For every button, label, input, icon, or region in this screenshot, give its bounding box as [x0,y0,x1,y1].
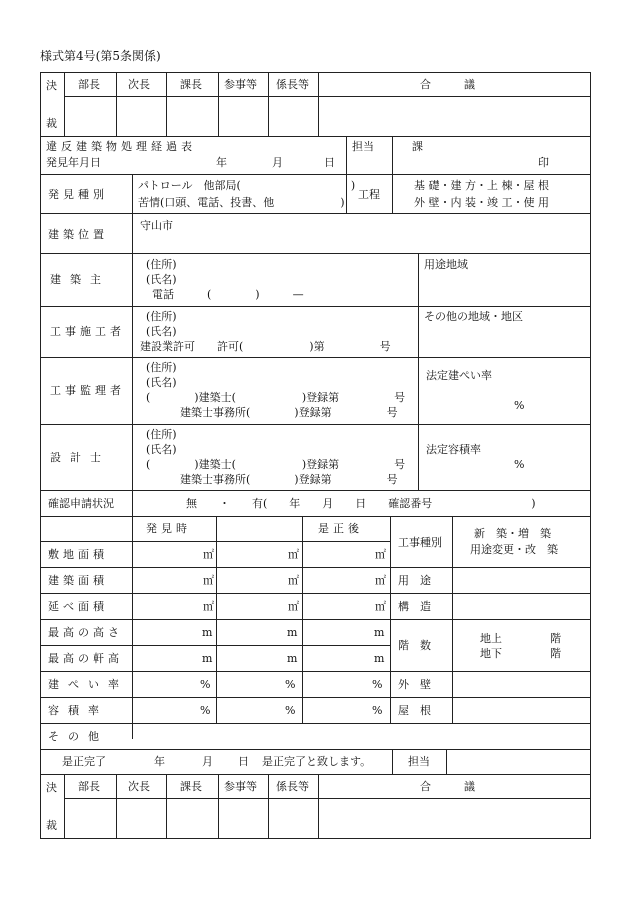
seal-label: 印 [538,156,549,169]
rule [40,671,590,672]
discovery-line2: 苦情(口頭、電話、投書、他 ) [138,196,345,209]
completion-statement: 是正完了と致します。 [262,755,372,768]
role-bucho: 部長 [78,78,100,91]
rule [40,424,590,425]
rule [40,357,590,358]
confirmation-label: 確認申請状況 [48,497,114,510]
rule [64,774,65,838]
decision-label: 決 [46,781,57,794]
supervisor-address: (住所) [146,361,177,374]
found-date-label: 発見年月日 [46,156,101,169]
unit: ㎡ [375,574,386,587]
rule [40,567,590,568]
rule [40,490,590,491]
rule [40,213,590,214]
floor-unit: 階 [550,632,561,645]
floors-above: 地上 [480,632,502,645]
completion-tanto: 担当 [408,755,430,768]
unit: ㎡ [203,574,214,587]
decision-label: 裁 [46,819,57,832]
role-kacho: 課長 [180,780,202,793]
rule [268,774,269,838]
supervisor-name: (氏名) [146,376,177,389]
contractor-name: (氏名) [146,325,177,338]
owner-address: (住所) [146,258,177,271]
col-corrected: 是正後 [318,522,363,535]
row-label-max-height: 最高の高さ [48,626,123,639]
rule [390,516,391,723]
far-percent: % [514,458,525,471]
year-label: 年 [216,156,227,169]
rule [268,72,269,136]
row-label-site-area: 敷地面積 [48,548,108,561]
rule [318,774,319,838]
location-label: 建築位置 [48,228,108,241]
row-label-bcr: 建ぺい率 [48,678,128,691]
rule [40,774,590,775]
decision-label: 裁 [46,117,57,130]
unit: ㎡ [375,548,386,561]
row-label-floor-area: 延べ面積 [48,600,108,613]
rule [40,697,590,698]
rule [218,72,219,136]
rule [346,136,347,174]
contractor-label: 工事施工者 [50,325,125,338]
sheet-title: 違反建築物処理経過表 [46,140,196,153]
rule [40,516,590,517]
designer-label: 設計士 [50,451,110,464]
process-label: 工程 [358,188,380,201]
unit: ㎡ [288,600,299,613]
owner-name: (氏名) [146,273,177,286]
row-label-building-area: 建築面積 [48,574,108,587]
unit: % [285,704,296,717]
roof-label: 屋 根 [398,704,431,717]
rule [64,798,590,799]
rule [64,96,590,97]
designer-office: 建築士事務所( )登録第 号 [180,473,398,486]
supervisor-architect: ( )建築士( )登録第 号 [146,391,406,404]
unit: m [202,652,213,665]
discovery-line1: パトロール 他部局( ) [138,179,356,192]
row-label-max-eave: 最高の軒高 [48,652,123,665]
unit: % [285,678,296,691]
supervisor-label: 工事監理者 [50,384,125,397]
zone-label: 用途地域 [424,258,468,271]
rule [40,723,590,724]
rule [40,749,590,750]
rule [40,136,590,137]
tanto-label: 担当 [352,140,374,153]
bcr-percent: % [514,399,525,412]
role-jicho: 次長 [128,780,150,793]
unit: % [372,678,383,691]
designer-address: (住所) [146,428,177,441]
role-kakaricho: 係長等 [276,78,309,91]
decision-label: 決 [46,79,57,92]
completion-year: 年 [154,755,165,768]
designer-name: (氏名) [146,443,177,456]
unit: ㎡ [375,600,386,613]
contractor-address: (住所) [146,310,177,323]
unit: m [202,626,213,639]
rule [40,593,590,594]
completion-label: 是正完了 [62,755,106,768]
process-line1: 基 礎・建 方・上 棟・屋 根 [414,179,549,192]
rule [216,516,217,723]
other-zone-label: その他の地域・地区 [424,310,523,323]
unit: ㎡ [288,574,299,587]
work-type-line2: 用途変更・改 築 [470,543,558,556]
discovery-label: 発見種別 [48,188,108,201]
work-type-line1: 新 築・増 築 [474,527,551,540]
use-label: 用 途 [398,574,431,587]
unit: m [374,652,385,665]
far-label: 法定容積率 [426,443,481,456]
confirmation-value: 無 ・ 有( 年 月 日 確認番号 ) [186,497,536,510]
rule [40,645,390,646]
rule [418,253,419,490]
row-label-other: その他 [48,730,108,743]
unit: ㎡ [288,548,299,561]
consult-label: 合 議 [420,78,475,91]
rule [166,72,167,136]
month-label: 月 [272,156,283,169]
rule [40,619,590,620]
structure-label: 構 造 [398,600,431,613]
rule [392,749,393,774]
outer-wall-label: 外 壁 [398,678,431,691]
unit: % [372,704,383,717]
col-found: 発見時 [146,522,191,535]
rule [392,174,393,213]
consult-label: 合 議 [420,780,475,793]
unit: ㎡ [203,600,214,613]
rule [166,774,167,838]
role-bucho: 部長 [78,780,100,793]
rule [132,174,133,739]
role-kakaricho: 係長等 [276,780,309,793]
rule [116,774,117,838]
role-kacho: 課長 [180,78,202,91]
floor-unit: 階 [550,647,561,660]
rule [64,72,65,136]
role-sanji: 参事等 [224,78,257,91]
unit: % [200,704,211,717]
rule [318,72,319,136]
floors-label: 階 数 [398,639,431,652]
floors-below: 地下 [480,647,502,660]
rule [452,516,453,723]
rule [40,306,590,307]
ka-label: 課 [412,140,423,153]
designer-architect: ( )建築士( )登録第 号 [146,458,406,471]
unit: m [287,626,298,639]
day-label: 日 [324,156,335,169]
unit: m [287,652,298,665]
rule [40,174,590,175]
unit: % [200,678,211,691]
unit: m [374,626,385,639]
rule [40,253,590,254]
rule [40,838,591,839]
rule [116,72,117,136]
owner-label: 建築主 [50,273,110,286]
rule [40,541,390,542]
supervisor-office: 建築士事務所( )登録第 号 [180,406,398,419]
rule [446,749,447,774]
completion-month: 月 [202,755,213,768]
role-jicho: 次長 [128,78,150,91]
role-sanji: 参事等 [224,780,257,793]
completion-day: 日 [238,755,249,768]
form-title: 様式第4号(第5条関係) [40,49,161,63]
rule [218,774,219,838]
bcr-label: 法定建ぺい率 [426,369,492,382]
location-value: 守山市 [140,219,173,232]
rule [40,72,590,73]
contractor-license: 建設業許可 許可( )第 号 [140,340,391,353]
rule [302,516,303,723]
rule [392,136,393,174]
rule [590,72,591,839]
owner-phone: 電話 ( ) — [152,288,304,301]
row-label-far: 容積率 [48,704,108,717]
work-type-label: 工事種別 [398,536,442,549]
process-line2: 外 壁・内 装・竣 工・使 用 [414,196,549,209]
unit: ㎡ [203,548,214,561]
